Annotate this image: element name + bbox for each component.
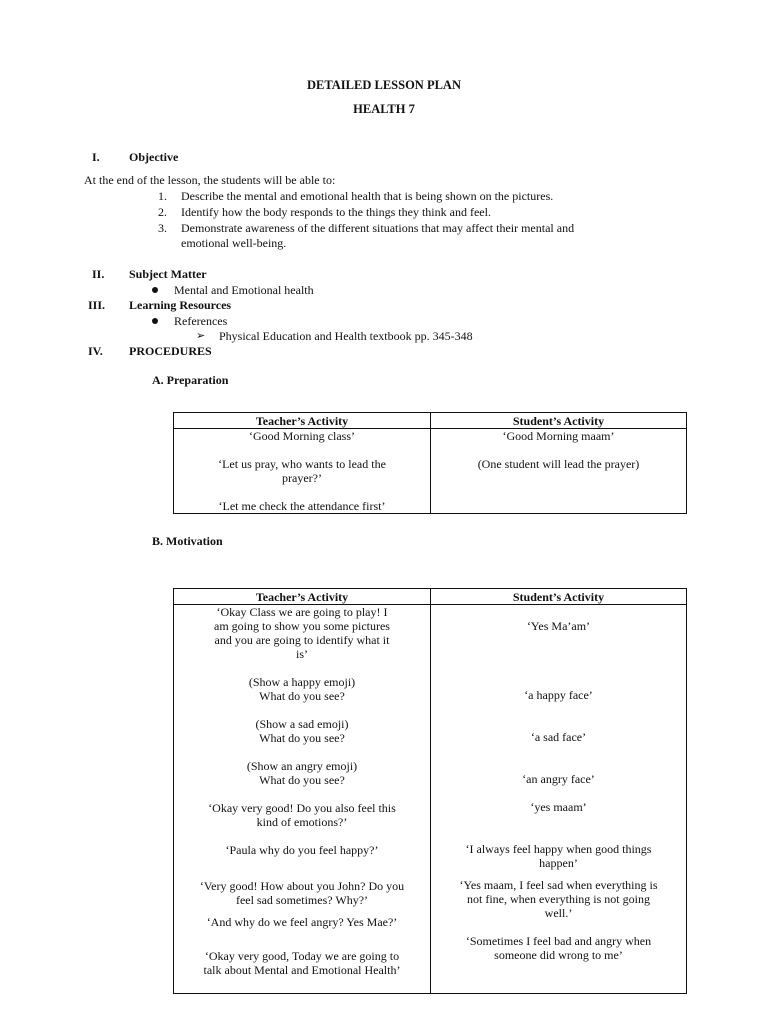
teacher-line: ‘Okay Class we are going to play! I	[216, 605, 388, 619]
column-header-student: Student’s Activity	[431, 589, 687, 605]
student-line: ‘I always feel happy when good things	[465, 842, 652, 856]
student-line: ‘Good Morning maam’	[502, 429, 615, 443]
table-row	[174, 605, 687, 994]
section-numeral-objective: I.	[92, 150, 100, 164]
column-header-student: Student’s Activity	[431, 413, 687, 429]
teacher-line: talk about Mental and Emotional Health’	[203, 963, 401, 977]
student-line: (One student will lead the prayer)	[477, 457, 640, 471]
teacher-line: What do you see?	[259, 731, 345, 745]
subsection-heading-motivation: B. Motivation	[152, 534, 223, 548]
student-activity-cell	[431, 429, 687, 514]
teacher-activity-cell	[174, 429, 431, 514]
student-line: ‘an angry face’	[522, 772, 595, 786]
student-activity-cell	[431, 605, 687, 994]
preparation-table	[173, 412, 687, 514]
table-header-row	[174, 413, 687, 429]
teacher-line: (Show an angry emoji)	[246, 759, 358, 773]
teacher-line: is’	[296, 647, 308, 661]
student-line: ‘Yes maam, I feel sad when everything is	[459, 878, 658, 892]
student-line: ‘yes maam’	[530, 800, 587, 814]
teacher-line: ‘Let me check the attendance first’	[218, 499, 386, 513]
column-header-teacher: Teacher’s Activity	[174, 589, 431, 605]
student-line: ‘a happy face’	[524, 688, 593, 702]
column-header-teacher: Teacher’s Activity	[174, 413, 431, 429]
subject-matter-bullet: Mental and Emotional health	[174, 283, 314, 297]
teacher-line: What do you see?	[259, 773, 345, 787]
teacher-line: feel sad sometimes? Why?’	[235, 893, 369, 907]
section-numeral-resources: III.	[88, 298, 106, 312]
objective-item-text: Describe the mental and emotional health that is being shown on the pictures.	[181, 189, 554, 203]
objective-item-num: 1.	[158, 189, 167, 203]
teacher-line: (Show a sad emoji)	[255, 717, 349, 731]
student-line: happen’	[539, 856, 578, 870]
teacher-activity-cell	[174, 605, 431, 994]
teacher-line: ‘Very good! How about you John? Do you	[199, 879, 405, 893]
bullet-icon	[152, 318, 158, 324]
teacher-line: and you are going to identify what it	[214, 633, 390, 647]
subsection-heading-preparation: A. Preparation	[152, 373, 229, 387]
section-numeral-procedures: IV.	[88, 344, 103, 358]
section-heading-objective: Objective	[129, 150, 179, 164]
objective-intro: At the end of the lesson, the students will be able to:	[84, 173, 336, 187]
bullet-icon	[152, 287, 158, 293]
teacher-line: ‘Paula why do you feel happy?’	[225, 843, 379, 857]
teacher-line: ‘Okay very good! Do you also feel this	[208, 801, 396, 815]
section-heading-procedures: PROCEDURES	[129, 344, 212, 358]
student-line: not fine, when everything is not going	[467, 892, 650, 906]
table-row	[174, 429, 687, 514]
table-header-row	[174, 589, 687, 605]
resources-sub-bullet: Physical Education and Health textbook pp. 345-348	[219, 329, 473, 343]
student-line: well.’	[544, 906, 573, 920]
teacher-line: (Show a happy emoji)	[248, 675, 356, 689]
arrow-bullet-icon: ➢	[196, 330, 206, 342]
objective-item-text: Identify how the body responds to the things they think and feel.	[181, 205, 491, 219]
objective-item-text-cont: emotional well-being.	[181, 236, 287, 250]
teacher-line: ‘Okay very good, Today we are going to	[204, 949, 400, 963]
section-heading-subject: Subject Matter	[129, 267, 207, 281]
teacher-line: kind of emotions?’	[256, 815, 348, 829]
resources-bullet: References	[174, 314, 228, 328]
document-subtitle: HEALTH 7	[353, 102, 415, 116]
teacher-line: prayer?’	[282, 471, 322, 485]
objective-item-num: 3.	[158, 221, 167, 235]
teacher-line: ‘Good Morning class’	[249, 429, 355, 443]
section-numeral-subject: II.	[92, 267, 105, 281]
student-line: ‘a sad face’	[530, 730, 587, 744]
student-line: ‘Yes Ma’am’	[526, 619, 591, 633]
student-line: ‘Sometimes I feel bad and angry when	[465, 934, 652, 948]
student-line: someone did wrong to me’	[494, 948, 623, 962]
objective-item-text: Demonstrate awareness of the different situations that may affect their mental and	[181, 221, 575, 235]
objective-item-num: 2.	[158, 205, 167, 219]
teacher-line: ‘And why do we feel angry? Yes Mae?’	[206, 915, 398, 929]
document-title: DETAILED LESSON PLAN	[307, 78, 461, 92]
teacher-line: What do you see?	[259, 689, 345, 703]
section-heading-resources: Learning Resources	[129, 298, 232, 312]
teacher-line: ‘Let us pray, who wants to lead the	[218, 457, 386, 471]
motivation-table	[173, 588, 687, 994]
teacher-line: am going to show you some pictures	[214, 619, 390, 633]
